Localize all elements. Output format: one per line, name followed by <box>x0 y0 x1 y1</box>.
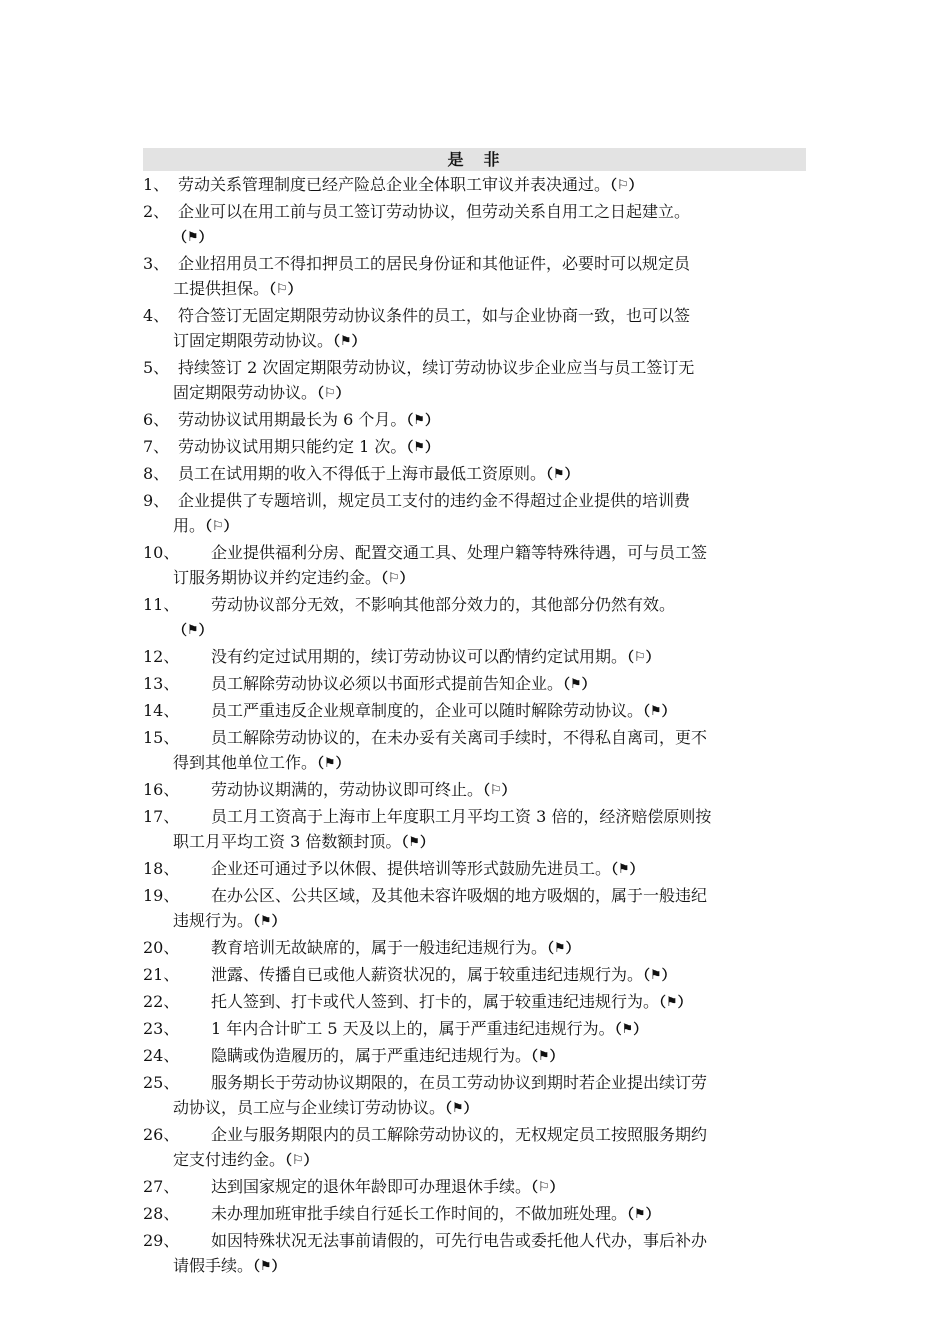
answer-flag-icon: ⚑ <box>618 862 630 877</box>
answer-flag-icon: ⚐ <box>324 386 336 401</box>
question-number: 6、 <box>143 410 170 429</box>
title-right: 非 <box>483 150 502 169</box>
question-item <box>143 698 806 725</box>
answer-mark: （⚑） <box>173 620 213 639</box>
answer-mark: （⚑） <box>253 911 286 930</box>
question-number: 19、 <box>143 886 180 905</box>
question-number: 25、 <box>143 1073 180 1092</box>
question-text: 员工解除劳动协议必须以书面形式提前告知企业。 <box>211 674 564 693</box>
question-text-cont: 动协议，员工应与企业续订劳动协议。 <box>173 1098 446 1117</box>
answer-mark: （⚑） <box>406 437 439 456</box>
question-number: 26、 <box>143 1125 180 1144</box>
answer-mark: （⚑） <box>253 1256 286 1275</box>
question-text: 未办理加班审批手续自行延长工作时间的，不做加班处理。 <box>211 1204 628 1223</box>
question-item <box>143 1122 806 1174</box>
question-number: 17、 <box>143 807 180 826</box>
question-number: 21、 <box>143 965 180 984</box>
answer-mark: （⚑） <box>563 674 596 693</box>
question-number: 24、 <box>143 1046 180 1065</box>
answer-mark: （⚐） <box>610 175 643 194</box>
question-text: 员工月工资高于上海市上年度职工月平均工资 3 倍的，经济赔偿原则按 <box>211 807 712 826</box>
question-item <box>143 1201 806 1228</box>
answer-flag-icon: ⚑ <box>413 440 426 455</box>
question-item <box>143 1043 806 1070</box>
answer-flag-icon: ⚑ <box>666 995 678 1010</box>
answer-flag-icon: ⚑ <box>340 334 352 349</box>
question-text: 员工在试用期的收入不得低于上海市最低工资原则。 <box>178 464 547 483</box>
answer-mark: （⚑） <box>173 227 213 246</box>
question-text: 企业提供了专题培训，规定员工支付的违约金不得超过企业提供的培训费 <box>178 491 691 510</box>
answer-flag-icon: ⚐ <box>212 519 224 534</box>
answer-mark: （⚑） <box>547 938 580 957</box>
question-item <box>143 989 806 1016</box>
question-text: 没有约定过试用期的，续订劳动协议可以酌情约定试用期。 <box>211 647 628 666</box>
question-text: 持续签订 2 次固定期限劳动协议，续订劳动协议步企业应当与员工签订无 <box>178 358 695 377</box>
answer-flag-icon: ⚑ <box>187 230 199 245</box>
question-text: 劳动协议部分无效，不影响其他部分效力的，其他部分仍然有效。 <box>211 595 676 614</box>
question-text: 泄露、传播自已或他人薪资状况的，属于较重违纪违规行为。 <box>211 965 644 984</box>
answer-flag-icon: ⚐ <box>276 282 288 297</box>
answer-flag-icon: ⚑ <box>408 835 421 850</box>
answer-mark: （⚐） <box>627 647 660 666</box>
section-title <box>143 148 806 171</box>
question-item <box>143 1174 806 1201</box>
question-number: 8、 <box>143 464 170 483</box>
question-item <box>143 1016 806 1043</box>
question-text: 如因特殊状况无法事前请假的，可先行电告或委托他人代办，事后补办 <box>211 1231 708 1250</box>
question-number: 22、 <box>143 992 180 1011</box>
answer-flag-icon: ⚐ <box>292 1153 304 1168</box>
question-number: 16、 <box>143 780 180 799</box>
question-item <box>143 1070 806 1122</box>
answer-mark: （⚑） <box>615 1019 648 1038</box>
question-item <box>143 172 806 199</box>
question-text-cont: 用。 <box>173 516 206 535</box>
question-item <box>143 935 806 962</box>
question-text-cont: 得到其他单位工作。 <box>173 753 318 772</box>
answer-mark: （⚐） <box>531 1177 564 1196</box>
answer-flag-icon: ⚐ <box>617 178 629 193</box>
answer-flag-icon: ⚑ <box>650 968 662 983</box>
question-item <box>143 962 806 989</box>
question-item <box>143 856 806 883</box>
answer-mark: （⚐） <box>205 516 238 535</box>
question-item <box>143 777 806 804</box>
answer-flag-icon: ⚐ <box>388 571 400 586</box>
question-text-cont: 职工月平均工资 3 倍数额封顶。 <box>173 832 402 851</box>
question-item <box>143 407 806 434</box>
question-text-cont: 固定期限劳动协议。 <box>173 383 318 402</box>
answer-flag-icon: ⚑ <box>413 413 426 428</box>
question-item <box>143 540 806 592</box>
question-text-cont: 订固定期限劳动协议。 <box>173 331 334 350</box>
title-left: 是 <box>447 150 466 169</box>
answer-mark: （⚑） <box>333 331 366 350</box>
question-number: 13、 <box>143 674 180 693</box>
answer-mark: （⚑） <box>317 753 350 772</box>
question-number: 12、 <box>143 647 180 666</box>
answer-mark: （⚐） <box>381 568 414 587</box>
answer-flag-icon: ⚑ <box>187 623 199 638</box>
answer-flag-icon: ⚑ <box>650 704 662 719</box>
question-number: 23、 <box>143 1019 180 1038</box>
question-text: 企业提供福利分房、配置交通工具、处理户籍等特殊待遇，可与员工签 <box>211 543 708 562</box>
answer-flag-icon: ⚑ <box>324 756 336 771</box>
answer-mark: （⚑） <box>611 859 644 878</box>
answer-flag-icon: ⚐ <box>538 1180 550 1195</box>
question-text: 劳动协议试用期最长为 6 个月。 <box>178 410 407 429</box>
question-item <box>143 488 806 540</box>
answer-mark: （⚐） <box>285 1150 318 1169</box>
answer-mark: （⚑） <box>531 1046 564 1065</box>
answer-mark: （⚑） <box>643 701 676 720</box>
question-number: 2、 <box>143 202 170 221</box>
answer-mark: （⚑） <box>659 992 692 1011</box>
answer-mark: （⚑） <box>445 1098 478 1117</box>
question-number: 28、 <box>143 1204 180 1223</box>
question-number: 20、 <box>143 938 180 957</box>
answer-flag-icon: ⚑ <box>634 1207 646 1222</box>
question-text: 1 年内合计旷工 5 天及以上的，属于严重违纪违规行为。 <box>211 1019 615 1038</box>
question-item <box>143 434 806 461</box>
answer-mark: （⚑） <box>627 1204 660 1223</box>
answer-flag-icon: ⚐ <box>634 650 646 665</box>
question-text: 劳动协议试用期只能约定 1 次。 <box>178 437 407 456</box>
question-text: 劳动协议期满的，劳动协议即可终止。 <box>211 780 484 799</box>
question-number: 11、 <box>143 595 180 614</box>
question-text: 服务期长于劳动协议期限的，在员工劳动协议到期时若企业提出续订劳 <box>211 1073 708 1092</box>
answer-flag-icon: ⚑ <box>621 1022 634 1037</box>
question-item <box>143 883 806 935</box>
answer-mark: （⚐） <box>269 279 302 298</box>
answer-mark: （⚐） <box>483 780 516 799</box>
answer-flag-icon: ⚑ <box>260 914 272 929</box>
answer-flag-icon: ⚑ <box>260 1259 272 1274</box>
question-text: 教育培训无故缺席的，属于一般违纪违规行为。 <box>211 938 548 957</box>
question-item <box>143 1228 806 1280</box>
question-text-cont: 请假手续。 <box>173 1256 254 1275</box>
question-number: 10、 <box>143 543 180 562</box>
question-number: 15、 <box>143 728 180 747</box>
question-text: 隐瞒或伪造履历的，属于严重违纪违规行为。 <box>211 1046 532 1065</box>
answer-mark: （⚑） <box>643 965 676 984</box>
question-text: 劳动关系管理制度已经产险总企业全体职工审议并表决通过。 <box>178 175 611 194</box>
question-text: 企业招用员工不得扣押员工的居民身份证和其他证件，必要时可以规定员 <box>178 254 691 273</box>
question-number: 29、 <box>143 1231 180 1250</box>
answer-flag-icon: ⚑ <box>452 1101 464 1116</box>
question-item <box>143 251 806 303</box>
question-item <box>143 725 806 777</box>
question-item <box>143 644 806 671</box>
question-item <box>143 592 806 644</box>
question-text: 在办公区、公共区域，及其他未容许吸烟的地方吸烟的，属于一般违纪 <box>211 886 708 905</box>
question-item <box>143 804 806 856</box>
question-text-cont: 工提供担保。 <box>173 279 270 298</box>
question-number: 3、 <box>143 254 170 273</box>
question-number: 18、 <box>143 859 180 878</box>
question-list <box>143 172 806 1280</box>
question-number: 4、 <box>143 306 170 325</box>
answer-flag-icon: ⚑ <box>553 467 565 482</box>
question-text-cont: 订服务期协议并约定违约金。 <box>173 568 382 587</box>
question-text: 符合签订无固定期限劳动协议条件的员工，如与企业协商一致，也可以签 <box>178 306 691 325</box>
answer-flag-icon: ⚑ <box>538 1049 550 1064</box>
answer-flag-icon: ⚑ <box>554 941 566 956</box>
question-number: 5、 <box>143 358 170 377</box>
question-item <box>143 461 806 488</box>
answer-mark: （⚑） <box>401 832 434 851</box>
question-text: 托人签到、打卡或代人签到、打卡的，属于较重违纪违规行为。 <box>211 992 660 1011</box>
question-number: 9、 <box>143 491 170 510</box>
question-text-cont: 违规行为。 <box>173 911 254 930</box>
question-number: 14、 <box>143 701 180 720</box>
question-item <box>143 199 806 251</box>
question-number: 1、 <box>143 175 170 194</box>
question-text: 员工解除劳动协议的，在未办妥有关离司手续时，不得私自离司，更不 <box>211 728 708 747</box>
question-text: 企业还可通过予以休假、提供培训等形式鼓励先进员工。 <box>211 859 612 878</box>
answer-mark: （⚑） <box>546 464 579 483</box>
question-text-cont: 定支付违约金。 <box>173 1150 286 1169</box>
question-item <box>143 671 806 698</box>
question-text: 达到国家规定的退休年龄即可办理退休手续。 <box>211 1177 532 1196</box>
question-number: 7、 <box>143 437 170 456</box>
question-item <box>143 355 806 407</box>
answer-flag-icon: ⚑ <box>570 677 582 692</box>
question-item <box>143 303 806 355</box>
question-number: 27、 <box>143 1177 180 1196</box>
answer-mark: （⚑） <box>406 410 439 429</box>
question-text: 企业与服务期限内的员工解除劳动协议的，无权规定员工按照服务期约 <box>211 1125 708 1144</box>
answer-mark: （⚐） <box>317 383 350 402</box>
question-text: 员工严重违反企业规章制度的，企业可以随时解除劳动协议。 <box>211 701 644 720</box>
question-text: 企业可以在用工前与员工签订劳动协议，但劳动关系自用工之日起建立。 <box>178 202 691 221</box>
answer-flag-icon: ⚐ <box>490 783 502 798</box>
